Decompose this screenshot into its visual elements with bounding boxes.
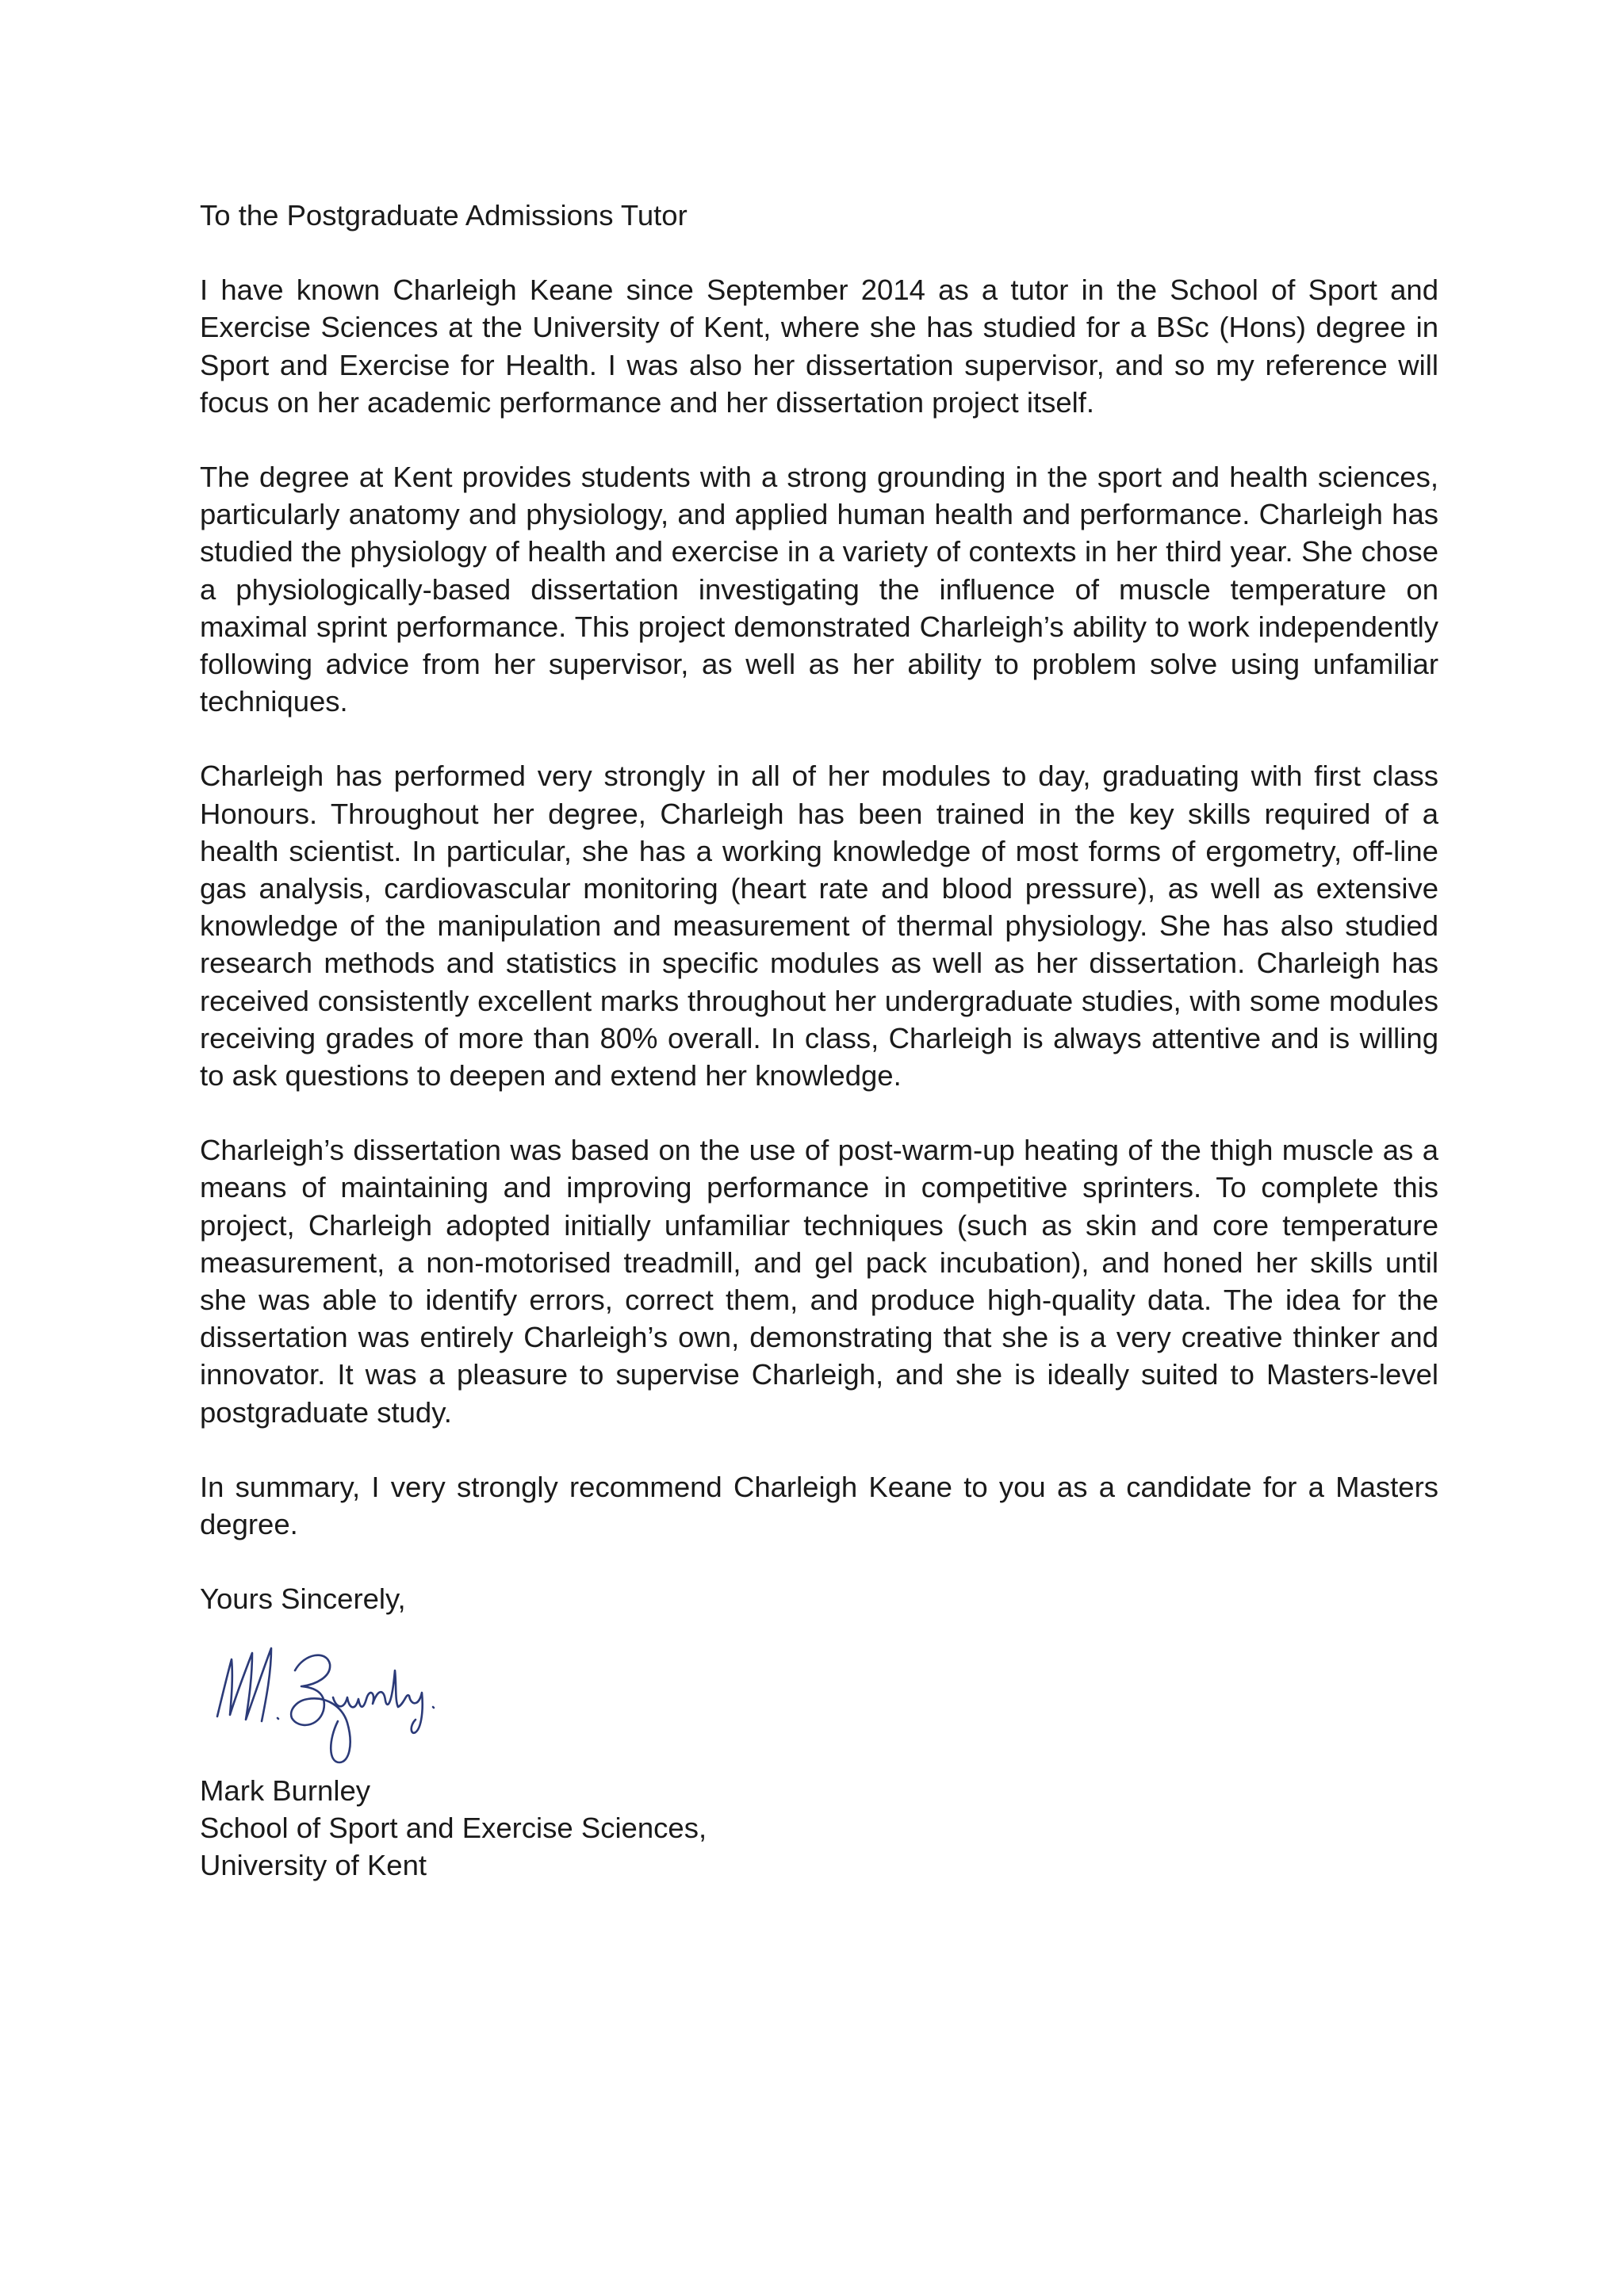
paragraph-performance: Charleigh has performed very strongly in all of her modules to day, graduating with first class Honours. Throughout her degree, Charleigh has been trained in the key skills required of a health scientist. In particular, she has a working knowledge of most forms of ergometry, off-line gas analysis, cardiovascular monitoring (heart rate and blood pressure), as well as extensive knowledge of the manipulation and measurement of thermal physiology. She has also studied research methods and statistics in specific modules as well as her dissertation. Charleigh has received consistently excellent marks throughout her undergraduate studies, with some modules receiving grades of more than 80% overall. In class, Charleigh is always attentive and is willing to ask questions to deepen and extend her knowledge. bbox=[200, 760, 1438, 1093]
paragraph-introduction: I have known Charleigh Keane since September 2014 as a tutor in the School of Sport and Exercise Sciences at the University of Kent, where she has studied for a BSc (Hons) degree in Sport and Exercise for Health. I was also her dissertation supervisor, and so my reference will focus on her academic performance and her dissertation project itself. bbox=[200, 274, 1438, 419]
signatory-name: Mark Burnley bbox=[200, 1774, 371, 1807]
salutation: To the Postgraduate Admissions Tutor bbox=[200, 199, 688, 232]
signatory-department: School of Sport and Exercise Sciences, bbox=[200, 1811, 707, 1844]
paragraph-dissertation: Charleigh’s dissertation was based on the use of post-warm-up heating of the thigh muscle as a means of maintaining and improving performance in competitive sprinters. To complete this project, Charleigh adopted initially unfamiliar techniques (such as skin and core temperature measurement, a non-motorised treadmill, and gel pack incubation), and honed her skills until she was able to identify errors, correct them, and produce high-quality data. The idea for the dissertation was entirely Charleigh’s own, demonstrating that she is a very creative thinker and innovator. It was a pleasure to supervise Charleigh, and she is ideally suited to Masters-level postgraduate study. bbox=[200, 1134, 1438, 1429]
signatory-institution: University of Kent bbox=[200, 1848, 427, 1881]
closing: Yours Sincerely, bbox=[200, 1582, 406, 1616]
paragraph-summary: In summary, I very strongly recommend Charleigh Keane to you as a candidate for a Masters degree. bbox=[200, 1470, 1438, 1541]
reference-letter bbox=[200, 197, 1438, 1884]
paragraph-degree: The degree at Kent provides students with a strong grounding in the sport and health sciences, particularly anatomy and physiology, and applied human health and performance. Charleigh has studied the physiology of health and exercise in a variety of contexts in her third year. She chose a physiologically-based dissertation investigating the influence of muscle temperature on maximal sprint performance. This project demonstrated Charleigh’s ability to work independently following advice from her supervisor, as well as her ability to problem solve using unfamiliar techniques. bbox=[200, 461, 1438, 718]
handwritten-signature bbox=[208, 1621, 454, 1767]
